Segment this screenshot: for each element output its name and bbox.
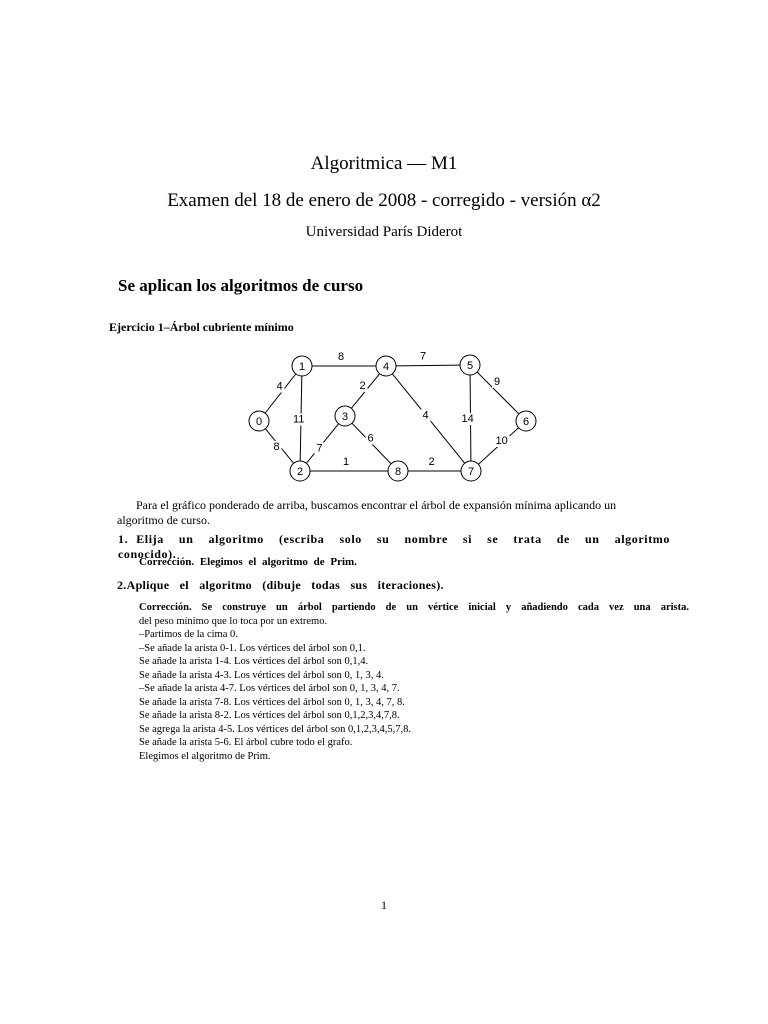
exam-subtitle: Examen del 18 de enero de 2008 - corregido - versión α2 <box>167 190 601 211</box>
correction-2-line: del peso mínimo que lo toca por un extremo. <box>139 615 328 627</box>
graph-node-label: 1 <box>298 361 306 373</box>
graph-edge-4-5 <box>396 365 460 366</box>
edge-weight-label: 7 <box>316 442 323 455</box>
exercise-heading: Ejercicio 1–Árbol cubriente mínimo <box>109 320 294 334</box>
edge-weight-label: 1 <box>343 456 350 468</box>
graph-node-label: 7 <box>467 466 475 478</box>
edge-weight-label: 14 <box>461 413 474 425</box>
correction-2-line: Se añade la arista 4-3. Los vértices del árbol son 0, 1, 3, 4. <box>139 669 384 681</box>
correction-1: Corrección. Elegimos el algoritmo de Prim. <box>139 556 357 568</box>
edge-weight-label: 2 <box>359 380 366 392</box>
correction-2-line: Se añade la arista 8-2. Los vértices del árbol son 0,1,2,3,4,7,8. <box>139 710 400 721</box>
edge-weight-label: 4 <box>422 409 429 422</box>
correction-2-line: –Se añade la arista 4-7. Los vértices del árbol son 0, 1, 3, 4, 7. <box>139 683 400 694</box>
university-name: Universidad París Diderot <box>305 224 463 240</box>
graph-node-label: 5 <box>466 360 474 372</box>
graph-node-label: 0 <box>255 416 263 428</box>
correction-2-line: Se añade la arista 1-4. Los vértices del árbol son 0,1,4. <box>139 656 369 667</box>
question-2: 2.Aplique el algoritmo (dibuje todas sus iteraciones). <box>117 578 444 592</box>
correction-2-line: Se añade la arista 7-8. Los vértices del árbol son 0, 1, 3, 4, 7, 8. <box>139 696 405 708</box>
page-number: 1 <box>381 898 387 912</box>
correction-2-line: Se agrega la arista 4-5. Los vértices del árbol son 0,1,2,3,4,5,7,8. <box>139 723 412 735</box>
graph-node-label: 4 <box>382 361 390 373</box>
question-1-text: Elija un algoritmo (escriba solo su nombre si se trata de un algoritmo conocido). <box>118 532 670 561</box>
edge-weight-label: 8 <box>273 441 280 453</box>
correction-2-line: –Se añade la arista 0-1. Los vértices del árbol son 0,1. <box>139 642 366 654</box>
correction-2-line: –Partimos de la cima 0. <box>139 629 238 640</box>
edge-weight-label: 6 <box>367 432 374 445</box>
edge-weight-label: 11 <box>293 413 305 426</box>
question-1-number: 1. <box>118 532 129 546</box>
correction-2-line: Elegimos el algoritmo de Prim. <box>139 750 271 762</box>
correction-2 <box>139 601 689 763</box>
graph-node-label: 8 <box>394 466 402 478</box>
edge-weight-label: 4 <box>276 380 283 393</box>
weighted-graph-figure <box>0 0 768 500</box>
edge-weight-label: 10 <box>495 435 508 447</box>
document-title: Algoritmica — M1 <box>310 153 458 174</box>
intro-paragraph: Para el gráfico ponderado de arriba, buscamos encontrar el árbol de expansión mínima aplicando un algoritmo de curso. <box>117 498 617 527</box>
correction-2-lead: Corrección. Se construye un árbol partiendo de un vértice inicial y añadiendo cada vez una arista. <box>139 602 689 613</box>
section-heading: Se aplican los algoritmos de curso <box>118 276 364 295</box>
correction-2-line: Se añade la arista 5-6. El árbol cubre todo el grafo. <box>139 737 353 748</box>
edge-weight-label: 2 <box>428 456 435 468</box>
graph-node-label: 3 <box>341 411 349 423</box>
graph-node-label: 6 <box>522 416 530 428</box>
graph-node-label: 2 <box>296 466 304 478</box>
edge-weight-label: 9 <box>494 376 501 388</box>
edge-weight-label: 7 <box>420 350 427 363</box>
edge-weight-label: 8 <box>338 351 345 363</box>
